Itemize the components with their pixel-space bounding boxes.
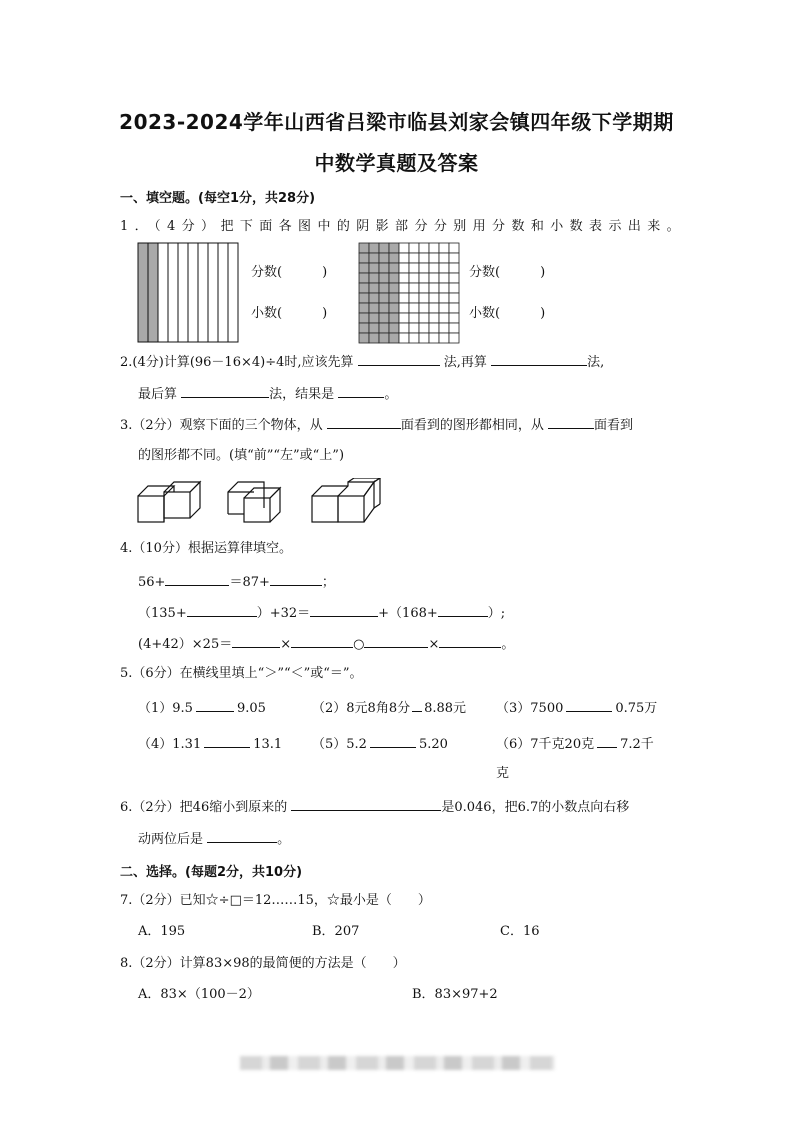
grid-cell	[419, 283, 429, 293]
q2-blank-3[interactable]	[181, 385, 269, 398]
shaded-cell	[369, 263, 379, 273]
grid-cell	[409, 253, 419, 263]
q5-item-2	[312, 699, 466, 717]
q5-i2-a: （2）8元8角8分	[312, 701, 411, 716]
q3-text-a: 3.（2分）观察下面的三个物体，从	[120, 418, 323, 433]
fraction-label: 分数(	[251, 265, 283, 280]
shaded-cell	[369, 303, 379, 313]
strip	[208, 243, 218, 342]
decimal-label: 小数(	[469, 306, 501, 321]
shaded-cell	[359, 323, 369, 333]
grid-cell	[409, 273, 419, 283]
blurred-footer	[240, 1056, 555, 1070]
shaded-cell	[389, 253, 399, 263]
q5-i5-a: （5）5.2	[312, 737, 367, 752]
grid-cell	[399, 323, 409, 333]
grid-cell	[439, 293, 449, 303]
q5-item-6-wrap: 克	[496, 766, 510, 781]
strip	[168, 243, 178, 342]
q5-blank-6[interactable]	[597, 735, 617, 748]
q5-i1-a: （1）9.5	[138, 701, 193, 716]
shaded-cell	[379, 323, 389, 333]
grid-cell	[409, 283, 419, 293]
grid-cell	[439, 283, 449, 293]
q5-i5-b: 5.20	[418, 737, 448, 752]
q1-strip-figure	[137, 242, 241, 343]
grid-cell	[429, 333, 439, 343]
grid-cell	[429, 273, 439, 283]
q6-line2	[138, 830, 290, 848]
q1-grid-figure	[358, 242, 461, 344]
q6-text-d: 。	[277, 832, 291, 847]
shaded-cell	[379, 253, 389, 263]
grid-cell	[409, 293, 419, 303]
grid-cell	[419, 273, 429, 283]
q4-blank-3[interactable]	[187, 604, 257, 617]
q4-l3-d: ×	[428, 637, 440, 652]
page-title-line1: 2023-2024学年山西省吕梁市临县刘家会镇四年级下学期期	[119, 110, 674, 134]
strip	[178, 243, 188, 342]
shaded-cell	[379, 303, 389, 313]
grid-cell	[429, 303, 439, 313]
shaded-cell	[379, 243, 389, 253]
grid-cell	[399, 303, 409, 313]
grid-cell	[449, 253, 459, 263]
q6-text-a: 6.（2分）把46缩小到原来的	[120, 800, 288, 815]
grid-cell	[399, 263, 409, 273]
shaded-cell	[379, 313, 389, 323]
q5-i1-b: 9.05	[236, 701, 266, 716]
q7-option-b[interactable]: B．207	[312, 924, 360, 939]
grid-cell	[439, 313, 449, 323]
q4-l1-c: ；	[321, 575, 335, 590]
q4-blank-6[interactable]	[232, 635, 280, 648]
q4-blank-4[interactable]	[310, 604, 378, 617]
shaded-cell	[369, 253, 379, 263]
shaded-cell	[359, 313, 369, 323]
grid-cell	[419, 303, 429, 313]
q5-blank-2[interactable]	[412, 699, 422, 712]
q2-text-d: 最后算	[138, 387, 178, 402]
q3-line2: 的图形都不同。(填“前”“左”或“上”)	[138, 448, 345, 463]
grid-cell	[449, 323, 459, 333]
grid-cell	[409, 323, 419, 333]
q5-i3-b: 0.75万	[615, 701, 658, 716]
q1-decimal-2	[469, 306, 545, 322]
shaded-cell	[359, 243, 369, 253]
q4-l2-c: +（168+	[378, 606, 438, 621]
shaded-cell	[359, 283, 369, 293]
q8-option-a[interactable]: A．83×（100－2）	[138, 987, 260, 1002]
q5-i4-a: （4）1.31	[138, 737, 202, 752]
shaded-cell	[379, 293, 389, 303]
shaded-cell	[379, 283, 389, 293]
q1-decimal-1	[251, 306, 327, 322]
strip	[198, 243, 208, 342]
shaded-cell	[389, 293, 399, 303]
grid-cell	[399, 253, 409, 263]
q4-blank-8[interactable]	[364, 635, 428, 648]
shaded-cell	[389, 303, 399, 313]
q5-blank-3[interactable]	[566, 699, 612, 712]
q4-l1-b: ＝87+	[229, 575, 270, 590]
grid-cell	[409, 263, 419, 273]
shaded-cell	[379, 263, 389, 273]
q2-text-c: 法,	[587, 355, 605, 370]
grid-cell	[429, 313, 439, 323]
shaded-cell	[359, 333, 369, 343]
grid-cell	[439, 323, 449, 333]
shaded-strip	[138, 243, 148, 342]
grid-cell	[399, 273, 409, 283]
shaded-cell	[369, 243, 379, 253]
strip	[158, 243, 168, 342]
grid-cell	[449, 273, 459, 283]
grid-cell	[429, 263, 439, 273]
q1-fraction-2	[469, 265, 545, 281]
shaded-cell	[359, 293, 369, 303]
shaded-cell	[379, 273, 389, 283]
q4-text: 4.（10分）根据运算律填空。	[120, 541, 292, 556]
q6-blank-2[interactable]	[207, 830, 277, 843]
shaded-cell	[369, 273, 379, 283]
q4-l3-e: 。	[501, 637, 515, 652]
section-1-heading: 一、填空题。(每空1分，共28分)	[120, 191, 316, 206]
grid-cell	[399, 293, 409, 303]
grid-cell	[419, 243, 429, 253]
grid-cell	[409, 333, 419, 343]
grid-cell	[449, 333, 459, 343]
q4-line3	[138, 635, 514, 653]
grid-cell	[439, 303, 449, 313]
decimal-label: 小数(	[251, 306, 283, 321]
object-1	[138, 482, 200, 522]
q4-blank-2[interactable]	[270, 573, 322, 586]
q6-line1	[120, 798, 629, 816]
decimal-close: )	[322, 306, 328, 321]
page-title-line2: 中数学真题及答案	[314, 151, 479, 175]
shaded-cell	[359, 253, 369, 263]
grid-cell	[419, 293, 429, 303]
grid-cell	[439, 253, 449, 263]
q2-line1	[120, 353, 604, 371]
q5-item-1	[138, 699, 266, 717]
q5-item-5	[312, 735, 448, 753]
q5-i6-a: （6）7千克20克	[496, 737, 595, 752]
fraction-close: )	[322, 265, 328, 280]
grid-cell	[429, 323, 439, 333]
grid-cell	[439, 243, 449, 253]
q5-i3-a: （3）7500	[496, 701, 564, 716]
object-2	[228, 482, 280, 522]
shaded-cell	[369, 313, 379, 323]
grid-cell	[429, 293, 439, 303]
q2-text-b: 法,再算	[443, 355, 487, 370]
q3-blank-2[interactable]	[548, 416, 594, 429]
grid-cell	[399, 243, 409, 253]
shaded-cell	[369, 323, 379, 333]
q4-l2-d: ）;	[487, 606, 506, 621]
q2-text-f: 。	[384, 387, 398, 402]
shaded-cell	[389, 243, 399, 253]
grid-cell	[429, 243, 439, 253]
shaded-cell	[369, 283, 379, 293]
q2-blank-1[interactable]	[358, 353, 440, 366]
q4-l3-c: ○	[353, 637, 365, 652]
grid-cell	[409, 243, 419, 253]
grid-cell	[399, 333, 409, 343]
shaded-cell	[359, 303, 369, 313]
q2-line2	[138, 385, 397, 403]
grid-cell	[399, 313, 409, 323]
q6-text-b: 是0.046，把6.7的小数点向右移	[441, 800, 630, 815]
grid-cell	[399, 283, 409, 293]
fraction-label: 分数(	[469, 265, 501, 280]
grid-cell	[419, 253, 429, 263]
q8-option-b[interactable]: B．83×97+2	[412, 987, 498, 1002]
q3-line1	[120, 416, 633, 434]
shaded-cell	[389, 283, 399, 293]
grid-cell	[439, 273, 449, 283]
shaded-cell	[389, 333, 399, 343]
grid-cell	[449, 293, 459, 303]
section-2-heading: 二、选择。(每题2分，共10分)	[120, 865, 303, 880]
shaded-cell	[369, 293, 379, 303]
q3-text-c: 面看到	[593, 418, 633, 433]
q3-text-b: 面看到的图形都相同，从	[400, 418, 544, 433]
shaded-cell	[389, 313, 399, 323]
shaded-strip	[148, 243, 158, 342]
fraction-close: )	[540, 265, 546, 280]
shaded-cell	[389, 273, 399, 283]
grid-cell	[419, 313, 429, 323]
q4-blank-9[interactable]	[439, 635, 501, 648]
q7-option-c[interactable]: C．16	[500, 924, 540, 939]
grid-cell	[449, 303, 459, 313]
grid-cell	[449, 243, 459, 253]
q5-item-3	[496, 699, 657, 717]
q5-item-4	[138, 735, 282, 753]
grid-cell	[419, 333, 429, 343]
grid-cell	[439, 263, 449, 273]
grid-cell	[439, 333, 449, 343]
strip	[218, 243, 228, 342]
q6-blank-1[interactable]	[291, 798, 441, 811]
q4-l1-a: 56+	[138, 575, 166, 590]
q4-blank-5[interactable]	[438, 604, 488, 617]
q5-i2-b: 8.88元	[424, 701, 467, 716]
grid-cell	[449, 313, 459, 323]
q2-text-a: 2.(4分)计算(96－16×4)÷4时,应该先算	[120, 355, 354, 370]
q4-blank-7[interactable]	[291, 635, 353, 648]
q2-blank-4[interactable]	[338, 385, 384, 398]
q4-l3-a: (4+42）×25＝	[138, 637, 233, 652]
q7-text: 7.（2分）已知☆÷□＝12……15，☆最小是（ ）	[120, 893, 431, 908]
q5-item-6	[496, 735, 654, 753]
grid-cell	[449, 283, 459, 293]
strip	[188, 243, 198, 342]
q4-line2	[138, 604, 505, 622]
object-3	[312, 478, 380, 522]
shaded-cell	[379, 333, 389, 343]
decimal-close: )	[540, 306, 546, 321]
q5-blank-5[interactable]	[370, 735, 416, 748]
q4-l2-b: ）+32＝	[256, 606, 311, 621]
q4-blank-1[interactable]	[165, 573, 229, 586]
shaded-cell	[359, 273, 369, 283]
shaded-cell	[369, 333, 379, 343]
q5-i4-b: 13.1	[253, 737, 283, 752]
grid-cell	[449, 263, 459, 273]
q5-text: 5.（6分）在横线里填上“＞”“＜”或“＝”。	[120, 666, 363, 681]
q7-option-a[interactable]: A．195	[138, 924, 186, 939]
shaded-cell	[359, 263, 369, 273]
shaded-cell	[389, 323, 399, 333]
q2-text-e: 法，结果是	[269, 387, 335, 402]
q2-blank-2[interactable]	[491, 353, 587, 366]
q3-blank-1[interactable]	[327, 416, 401, 429]
q8-text: 8.（2分）计算83×98的最简便的方法是（ ）	[120, 956, 406, 971]
q4-line1	[138, 573, 335, 591]
grid-cell	[429, 283, 439, 293]
grid-cell	[419, 323, 429, 333]
q6-text-c: 动两位后是	[138, 832, 204, 847]
grid-cell	[409, 303, 419, 313]
q1-text: 1．（4分）把下面各图中的阴影部分分别用分数和小数表示出来。	[120, 219, 687, 234]
q1-fraction-1	[251, 265, 327, 281]
q5-blank-1[interactable]	[196, 699, 234, 712]
strip	[228, 243, 238, 342]
q4-l3-b: ×	[280, 637, 292, 652]
q5-blank-4[interactable]	[204, 735, 250, 748]
q3-cubes-figure	[136, 478, 386, 526]
grid-cell	[409, 313, 419, 323]
grid-cell	[419, 263, 429, 273]
q4-l2-a: （135+	[138, 606, 187, 621]
q5-i6-b: 7.2千	[620, 737, 654, 752]
grid-cell	[429, 253, 439, 263]
shaded-cell	[389, 263, 399, 273]
